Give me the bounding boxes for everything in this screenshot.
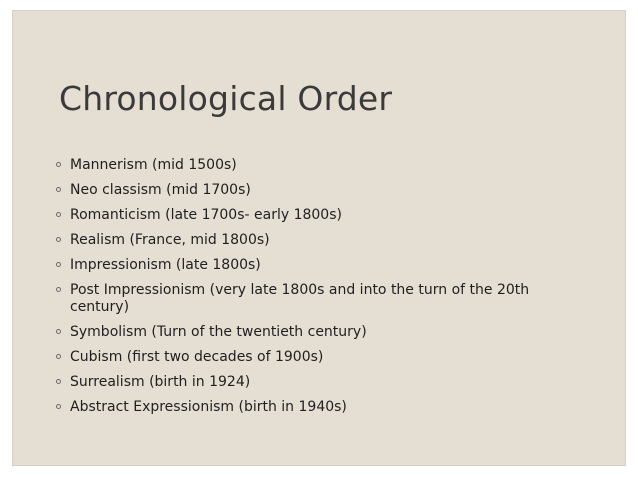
bullet-icon: [56, 287, 61, 292]
bullet-icon: [56, 262, 61, 267]
list-item: [56, 374, 586, 391]
bullet-list: [56, 157, 586, 424]
list-item-text: Neo classism (mid 1700s): [70, 182, 251, 198]
list-item-text: Romanticism (late 1700s- early 1800s): [70, 207, 342, 223]
bullet-icon: [56, 329, 61, 334]
bullet-icon: [56, 379, 61, 384]
bullet-icon: [56, 187, 61, 192]
list-item-text: Surrealism (birth in 1924): [70, 374, 251, 390]
bullet-icon: [56, 404, 61, 409]
slide: [12, 10, 626, 466]
bullet-icon: [56, 212, 61, 217]
list-item: [56, 324, 586, 341]
list-item-text: Realism (France, mid 1800s): [70, 232, 270, 248]
bullet-icon: [56, 162, 61, 167]
slide-title: Chronological Order: [59, 79, 393, 118]
list-item: [56, 157, 586, 174]
list-item: [56, 232, 586, 249]
bullet-icon: [56, 354, 61, 359]
list-item: [56, 349, 586, 366]
list-item: [56, 207, 586, 224]
list-item: [56, 182, 586, 199]
list-item: [56, 282, 586, 316]
list-item-text: Cubism (first two decades of 1900s): [70, 349, 324, 365]
list-item-text: Impressionism (late 1800s): [70, 257, 261, 273]
list-item-text: Mannerism (mid 1500s): [70, 157, 237, 173]
list-item: [56, 399, 586, 416]
list-item-text: Abstract Expressionism (birth in 1940s): [70, 399, 347, 415]
list-item-text: Post Impressionism (very late 1800s and into the turn of the 20th century): [70, 282, 530, 315]
list-item-text: Symbolism (Turn of the twentieth century): [70, 324, 367, 340]
list-item: [56, 257, 586, 274]
bullet-icon: [56, 237, 61, 242]
